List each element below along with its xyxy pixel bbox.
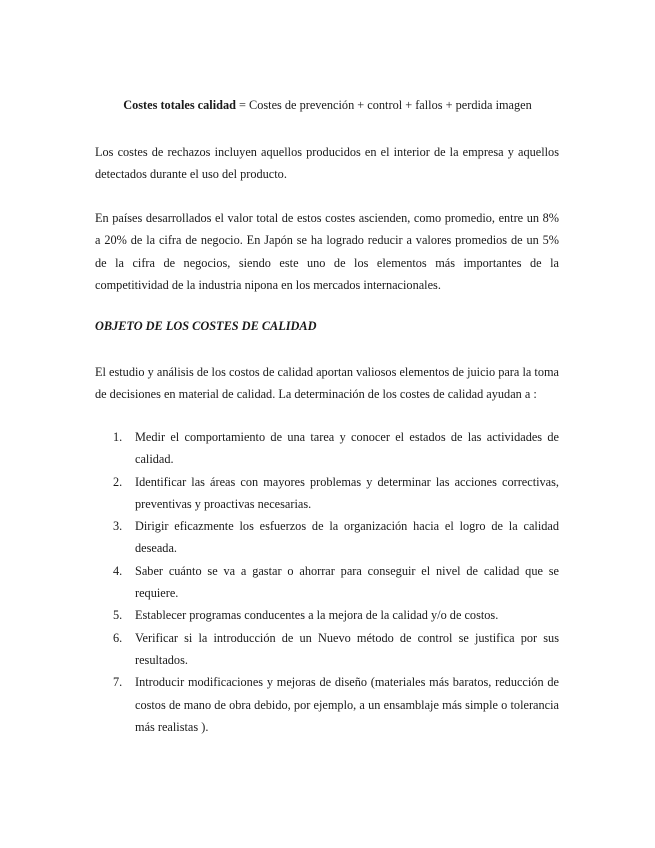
list-item (95, 604, 559, 626)
cost-formula (0, 96, 655, 114)
list-item-text: Introducir modificaciones y mejoras de diseño (materiales más baratos, reducción de costos de mano de obra debido, por ejemplo, a un ensamblaje más simple o tolerancia más realistas ). (135, 675, 559, 734)
list-item-text: Establecer programas conducentes a la mejora de la calidad y/o de costos. (135, 608, 499, 623)
objectives-list (95, 426, 559, 738)
paragraph-rejection-costs: Los costes de rechazos incluyen aquellos producidos en el interior de la empresa y aquellos detectados durante el uso del producto. (95, 145, 559, 182)
list-item (95, 471, 559, 516)
list-item (95, 560, 559, 605)
list-item-number: 3. (113, 519, 123, 534)
list-item-number: 4. (113, 563, 123, 578)
list-item-text: Medir el comportamiento de una tarea y conocer el estados de las actividades de calidad. (135, 430, 559, 467)
paragraph-study-analysis: El estudio y análisis de los costos de calidad aportan valiosos elementos de juicio para la toma de decisiones en material de calidad. La determinación de los costes de calidad ayudan a : (95, 365, 559, 402)
list-item-number: 7. (113, 675, 123, 690)
list-item-number: 6. (113, 630, 123, 645)
list-item-text: Verificar si la introducción de un Nuevo método de control se justifica por sus resultados. (135, 630, 559, 667)
list-item-number: 1. (113, 430, 123, 444)
list-item-text: Identificar las áreas con mayores problemas y determinar las acciones correctivas, preventivas y proactivas necesarias. (135, 474, 559, 511)
list-item (95, 627, 559, 672)
list-item-number: 2. (113, 474, 123, 489)
list-item (95, 426, 559, 471)
list-item (95, 515, 559, 560)
list-item-text: Dirigir eficazmente los esfuerzos de la organización hacia el logro de la calidad deseada. (135, 519, 559, 556)
paragraph-developed-countries: En países desarrollados el valor total de estos costes ascienden, como promedio, entre un 8% a 20% de la cifra de negocio. En Japón se ha logrado reducir a valores promedios de un 5% de la cifra de negocios, siendo este uno de los elementos más importantes de la competitividad de la industria nipona en los mercados internacionales. (95, 211, 559, 292)
formula-label: Costes totales calidad (123, 98, 236, 112)
list-item-number: 5. (113, 608, 123, 623)
list-item-text: Saber cuánto se va a gastar o ahorrar para conseguir el nivel de calidad que se requiere. (135, 563, 559, 601)
formula-expression: = Costes de prevención + control + fallos + perdida imagen (235, 98, 532, 112)
section-heading: OBJETO DE LOS COSTES DE CALIDAD (95, 319, 317, 333)
list-item (95, 671, 559, 738)
